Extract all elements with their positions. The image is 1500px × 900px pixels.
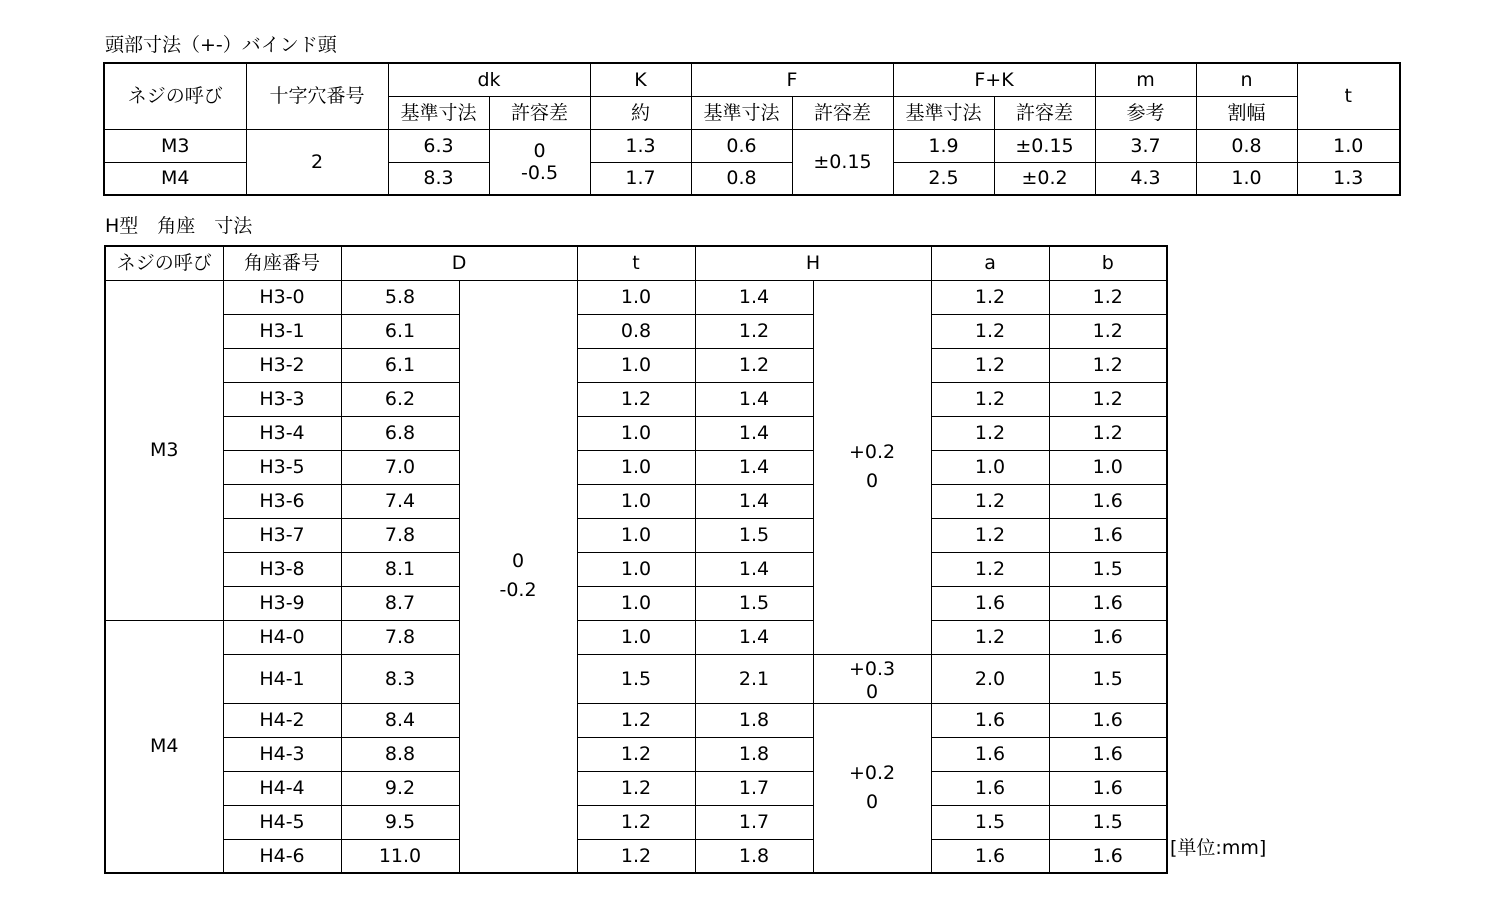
cell-h: 1.5 <box>695 518 813 552</box>
cell-a: 1.2 <box>931 518 1049 552</box>
cell-h: 1.7 <box>695 771 813 805</box>
cell-t: 1.0 <box>577 416 695 450</box>
header-fk-tol: 許容差 <box>994 96 1095 129</box>
cell-dk-tol-upper: 0 <box>489 129 590 162</box>
cell-a: 1.6 <box>931 839 1049 873</box>
header-fk-std: 基準寸法 <box>893 96 994 129</box>
cell-b: 1.6 <box>1049 703 1167 737</box>
cell-h: 1.7 <box>695 805 813 839</box>
header-d: D <box>341 246 577 280</box>
d-tol-upper: 0 <box>511 550 525 573</box>
header-cross-recess: 十字穴番号 <box>246 63 388 129</box>
cell-b: 1.5 <box>1049 654 1167 703</box>
cell-washer-no: H4-1 <box>223 654 341 703</box>
cell-d: 6.2 <box>341 382 459 416</box>
cell-washer-no: H3-9 <box>223 586 341 620</box>
cell-a: 1.6 <box>931 703 1049 737</box>
cell-h: 1.4 <box>695 280 813 314</box>
table1-title: 頭部寸法（+-）バインド頭 <box>105 34 337 56</box>
cell-a: 1.6 <box>931 737 1049 771</box>
cell-b: 1.6 <box>1049 518 1167 552</box>
cell-h: 1.8 <box>695 839 813 873</box>
cell-fk-tol: ±0.15 <box>994 129 1095 162</box>
cell-t: 1.0 <box>577 586 695 620</box>
group-nominal-m3: M3 <box>105 280 223 620</box>
cell-h: 1.4 <box>695 450 813 484</box>
header-t: t <box>1297 63 1400 129</box>
header-m: m <box>1095 63 1196 96</box>
cell-b: 1.6 <box>1049 620 1167 654</box>
cell-washer-no: H3-3 <box>223 382 341 416</box>
cell-b: 1.5 <box>1049 805 1167 839</box>
header-m-sub: 参考 <box>1095 96 1196 129</box>
cell-washer-no: H3-4 <box>223 416 341 450</box>
header-fk: F+K <box>893 63 1095 96</box>
cell-h: 1.2 <box>695 348 813 382</box>
cell-a: 1.6 <box>931 586 1049 620</box>
square-washer-table <box>104 245 1168 874</box>
header-nominal: ネジの呼び <box>104 63 246 129</box>
cell-washer-no: H4-3 <box>223 737 341 771</box>
cell-b: 1.6 <box>1049 484 1167 518</box>
header-dk: dk <box>388 63 590 96</box>
cell-f-tol: ±0.15 <box>792 129 893 195</box>
d-tol-lower: -0.2 <box>499 579 537 602</box>
cell-b: 1.2 <box>1049 280 1167 314</box>
header-a: a <box>931 246 1049 280</box>
cell-f: 0.6 <box>691 129 792 162</box>
cell-b: 1.2 <box>1049 382 1167 416</box>
cell-washer-no: H3-5 <box>223 450 341 484</box>
cell-a: 1.6 <box>931 771 1049 805</box>
cell-washer-no: H3-7 <box>223 518 341 552</box>
cell-t: 1.2 <box>577 382 695 416</box>
cell-d: 7.8 <box>341 620 459 654</box>
h-tol-upper: +0.3 <box>848 657 896 680</box>
cell-h-tolerance-h4-1 <box>813 654 931 703</box>
cell-t: 1.0 <box>577 620 695 654</box>
table2-title: H型 角座 寸法 <box>105 215 253 237</box>
cell-t: 1.0 <box>577 518 695 552</box>
cell-k: 1.3 <box>590 129 691 162</box>
cell-b: 1.6 <box>1049 771 1167 805</box>
cell-d: 8.4 <box>341 703 459 737</box>
cell-t: 1.0 <box>1297 129 1400 162</box>
cell-k: 1.7 <box>590 162 691 195</box>
header-f-tol: 許容差 <box>792 96 893 129</box>
header-k-sub: 約 <box>590 96 691 129</box>
cell-d: 6.8 <box>341 416 459 450</box>
cell-h: 1.8 <box>695 737 813 771</box>
cell-washer-no: H4-0 <box>223 620 341 654</box>
header-f: F <box>691 63 893 96</box>
cell-d: 7.0 <box>341 450 459 484</box>
cell-b: 1.5 <box>1049 552 1167 586</box>
cell-t: 1.2 <box>577 839 695 873</box>
cell-dk-tol-lower: -0.5 <box>489 162 590 195</box>
header-n-sub: 割幅 <box>1196 96 1297 129</box>
cell-t: 1.2 <box>577 771 695 805</box>
header-washer-no: 角座番号 <box>223 246 341 280</box>
cell-a: 1.5 <box>931 805 1049 839</box>
cell-a: 1.2 <box>931 416 1049 450</box>
cell-h: 1.2 <box>695 314 813 348</box>
h-tol-lower: 0 <box>865 470 879 492</box>
header-b: b <box>1049 246 1167 280</box>
cell-a: 1.2 <box>931 620 1049 654</box>
cell-b: 1.6 <box>1049 737 1167 771</box>
cell-d: 8.3 <box>341 654 459 703</box>
cell-washer-no: H4-4 <box>223 771 341 805</box>
cell-d: 6.1 <box>341 348 459 382</box>
cell-b: 1.6 <box>1049 839 1167 873</box>
header-dk-tol: 許容差 <box>489 96 590 129</box>
cell-dk: 8.3 <box>388 162 489 195</box>
cell-t: 1.0 <box>577 348 695 382</box>
cell-fk: 1.9 <box>893 129 994 162</box>
h-tol-upper: +0.2 <box>848 441 896 463</box>
unit-label: [単位:mm] <box>1170 837 1267 859</box>
cell-t: 1.3 <box>1297 162 1400 195</box>
cell-t: 1.2 <box>577 703 695 737</box>
cell-a: 1.2 <box>931 552 1049 586</box>
cell-h: 1.4 <box>695 416 813 450</box>
cell-m: 4.3 <box>1095 162 1196 195</box>
cell-washer-no: H3-6 <box>223 484 341 518</box>
cell-h: 1.8 <box>695 703 813 737</box>
cell-b: 1.2 <box>1049 314 1167 348</box>
cell-d: 11.0 <box>341 839 459 873</box>
cell-dk: 6.3 <box>388 129 489 162</box>
cell-t: 1.0 <box>577 450 695 484</box>
cell-washer-no: H3-1 <box>223 314 341 348</box>
cell-h: 1.5 <box>695 586 813 620</box>
cell-d: 9.5 <box>341 805 459 839</box>
header-n: n <box>1196 63 1297 96</box>
cell-d-tolerance <box>459 280 577 873</box>
cell-h-tolerance-m3 <box>813 280 931 654</box>
cell-fk-tol: ±0.2 <box>994 162 1095 195</box>
cell-h: 1.4 <box>695 552 813 586</box>
group-nominal-m4: M4 <box>105 620 223 873</box>
h-tol-upper: +0.2 <box>848 761 896 784</box>
cell-nominal: M4 <box>104 162 246 195</box>
header-dk-std: 基準寸法 <box>388 96 489 129</box>
cell-m: 3.7 <box>1095 129 1196 162</box>
cell-h: 2.1 <box>695 654 813 703</box>
cell-d: 7.4 <box>341 484 459 518</box>
cell-washer-no: H4-5 <box>223 805 341 839</box>
h-tol-lower: 0 <box>865 680 879 703</box>
cell-h: 1.4 <box>695 382 813 416</box>
cell-nominal: M3 <box>104 129 246 162</box>
header-nominal: ネジの呼び <box>105 246 223 280</box>
cell-washer-no: H4-2 <box>223 703 341 737</box>
header-k: K <box>590 63 691 96</box>
cell-t: 1.2 <box>577 805 695 839</box>
cell-b: 1.2 <box>1049 348 1167 382</box>
cell-d: 7.8 <box>341 518 459 552</box>
cell-t: 1.0 <box>577 484 695 518</box>
cell-washer-no: H3-2 <box>223 348 341 382</box>
cell-d: 8.7 <box>341 586 459 620</box>
cell-t: 1.5 <box>577 654 695 703</box>
cell-a: 2.0 <box>931 654 1049 703</box>
header-t: t <box>577 246 695 280</box>
cell-t: 1.2 <box>577 737 695 771</box>
cell-washer-no: H3-0 <box>223 280 341 314</box>
cell-t: 1.0 <box>577 280 695 314</box>
cell-d: 8.1 <box>341 552 459 586</box>
cell-h-tolerance-m4 <box>813 703 931 873</box>
cell-b: 1.2 <box>1049 416 1167 450</box>
cell-h: 1.4 <box>695 620 813 654</box>
cell-t: 0.8 <box>577 314 695 348</box>
header-h: H <box>695 246 931 280</box>
cell-d: 8.8 <box>341 737 459 771</box>
cell-cross-recess: 2 <box>246 129 388 195</box>
cell-f: 0.8 <box>691 162 792 195</box>
cell-a: 1.2 <box>931 314 1049 348</box>
cell-washer-no: H4-6 <box>223 839 341 873</box>
cell-b: 1.6 <box>1049 586 1167 620</box>
cell-a: 1.2 <box>931 280 1049 314</box>
cell-fk: 2.5 <box>893 162 994 195</box>
h-tol-lower: 0 <box>865 790 879 813</box>
cell-a: 1.2 <box>931 382 1049 416</box>
header-f-std: 基準寸法 <box>691 96 792 129</box>
head-dimension-table <box>103 62 1401 196</box>
cell-t: 1.0 <box>577 552 695 586</box>
cell-a: 1.2 <box>931 348 1049 382</box>
cell-d: 6.1 <box>341 314 459 348</box>
cell-b: 1.0 <box>1049 450 1167 484</box>
cell-n: 0.8 <box>1196 129 1297 162</box>
cell-washer-no: H3-8 <box>223 552 341 586</box>
cell-a: 1.0 <box>931 450 1049 484</box>
cell-d: 9.2 <box>341 771 459 805</box>
cell-n: 1.0 <box>1196 162 1297 195</box>
cell-h: 1.4 <box>695 484 813 518</box>
cell-a: 1.2 <box>931 484 1049 518</box>
cell-d: 5.8 <box>341 280 459 314</box>
